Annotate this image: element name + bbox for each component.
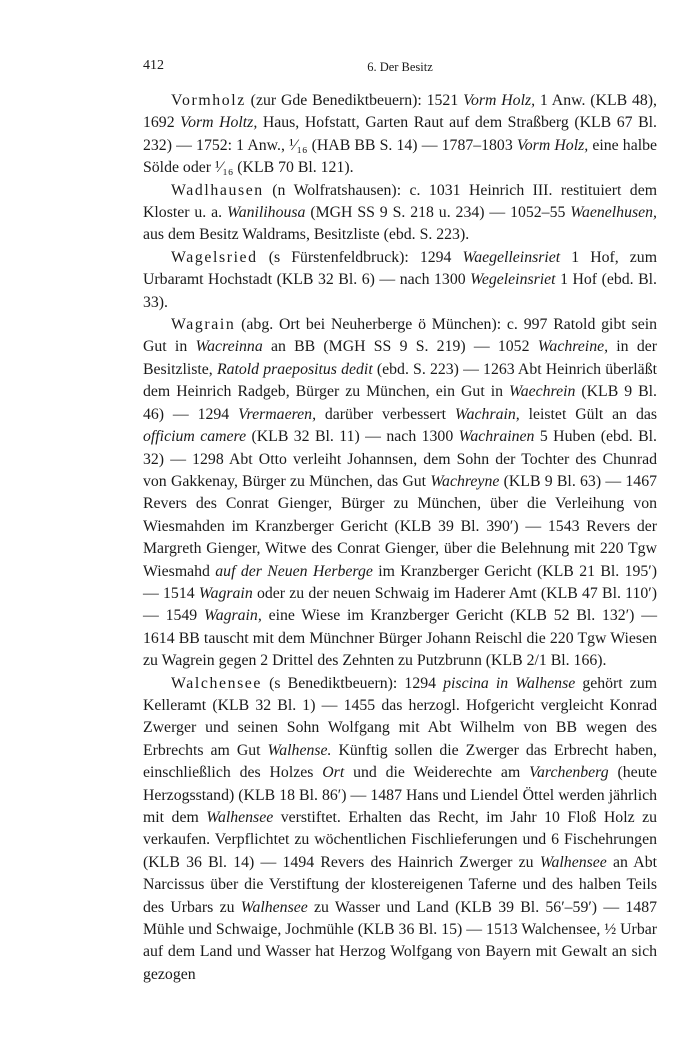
italic-source-name: Vorm Holtz, <box>180 114 258 132</box>
italic-source-name: Varchenberg <box>529 764 609 782</box>
entry-text: 5 Huben (ebd. Bl. 32) — 1298 Abt Otto verleiht Johannsen, dem Sohn der Tochter des Chunrad von Gakkenay, Bürger zu München, das Gut <box>143 428 657 490</box>
entry-text: an BB (MGH SS 9 S. 219) — 1052 <box>262 338 538 356</box>
italic-source-name: Wagrain <box>198 584 253 602</box>
entry-text: gehört zum Kelleramt (KLB 32 Bl. 1) — 1455 das herzogl. Hofgericht vergleicht Konrad Zwerger und seinen Sohn Wolfgang mit Abt Wilhelm von BB wegen des Erbrechts am Gut <box>143 674 657 759</box>
entry-text: 1 Hof, zum Urbaramt Hochstadt (KLB 32 Bl. 6) — nach 1300 <box>143 248 657 289</box>
entry-text: und die Weiderechte am <box>344 764 530 782</box>
entry-text: (KLB 32 Bl. 11) — nach 1300 <box>246 428 459 446</box>
italic-source-name: Vorm Holz, <box>463 92 536 109</box>
entry-text: eine halbe Sölde oder ¹⁄₁₆ (KLB 70 Bl. 121). <box>143 136 658 177</box>
entry-text: zu Wasser und Land (KLB 39 Bl. 56′–59′) — 1487 Mühle und Schwaige, Jochmühle (KLB 36 Bl. 15) — 1513 Walchensee, ½ Urbar auf dem Land und Wasser hat Herzog Wolfgang von Bayern mit Gewalt an sich gezogen <box>143 898 657 983</box>
entry-text: Künftig sollen die Zwerger das Erbrecht haben, einschließlich des Holzes <box>143 741 657 782</box>
place-entry <box>143 247 657 314</box>
italic-source-name: Wachrainen <box>458 428 535 446</box>
entry-lemma: Walchensee <box>171 674 263 692</box>
italic-source-name: Wachreine, <box>537 338 609 356</box>
place-entry <box>143 180 657 247</box>
italic-source-name: Wanilihousa <box>227 204 306 222</box>
entry-text: (KLB 9 Bl. 46) — 1294 <box>143 383 657 423</box>
entry-text: aus dem Besitz Waldrams, Besitzliste (ebd. S. 223). <box>143 226 470 244</box>
entry-lemma: Wadlhausen <box>171 181 264 199</box>
entry-text: 1 Anw. (KLB 48), 1692 <box>143 92 658 132</box>
italic-source-name: Wacreinna <box>195 338 263 356</box>
italic-source-name: Walhensee <box>539 853 607 871</box>
entry-text: (MGH SS 9 S. 218 u. 234) — 1052–55 <box>305 204 571 222</box>
entry-text: in der Besitzliste, <box>143 338 657 378</box>
italic-source-name: Waenelhusen, <box>570 204 657 222</box>
italic-source-name: piscina in Walhense <box>443 674 576 692</box>
entry-text: Haus, Hofstatt, Garten Raut auf dem Straßberg (KLB 67 Bl. 232) — 1752: 1 Anw., ¹⁄₁₆ (HAB BB S. 14) — 1787–1803 <box>143 114 658 154</box>
entry-text: 1 Hof (ebd. Bl. 33). <box>143 271 657 311</box>
italic-source-name: Waechrein <box>509 383 576 401</box>
entry-text: eine Wiese im Kranzberger Gericht (KLB 52 Bl. 132′) — 1614 BB tauscht mit dem Münchner Bürger Johann Reischl die 220 Tgw Wiesen zu Wagrein gegen 2 Drittel des Zehnten zu Putzbrunn (KLB 2/1 Bl. 166). <box>143 607 657 670</box>
running-head <box>143 58 657 84</box>
italic-source-name: Walhensee <box>240 898 308 916</box>
italic-source-name: Wagrain, <box>203 607 262 625</box>
entry-list <box>143 90 657 986</box>
italic-source-name: Wegeleinsriet <box>470 271 556 289</box>
chapter-title: 6. Der Besitz <box>367 60 433 74</box>
entry-lemma: Wagelsried <box>171 248 258 266</box>
place-entry <box>143 314 657 673</box>
entry-text: darüber verbessert <box>316 405 455 423</box>
italic-source-name: Wachrain, <box>454 405 520 423</box>
book-page <box>143 58 657 986</box>
italic-source-name: Ort <box>322 764 345 782</box>
entry-text: im Kranzberger Gericht (KLB 21 Bl. 195′) — 1514 <box>143 562 657 602</box>
entry-text: (s Benediktbeuern): 1294 <box>262 674 444 692</box>
entry-text: (abg. Ort bei Neuherberge ö München): c. 997 Ratold gibt sein Gut in <box>143 316 657 356</box>
italic-source-name: Waegelleinsriet <box>462 248 561 266</box>
entry-text: (heute Herzogsstand) (KLB 18 Bl. 86′) — 1487 Hans und Liendel Öttel werden jährlich mit dem <box>143 764 657 826</box>
entry-lemma: Wagrain <box>171 316 236 334</box>
entry-text: (KLB 9 Bl. 63) — 1467 Revers des Conrat Gienger, Bürger zu München, über die Verleihung von Wiesmahden im Kranzberger Gericht (KLB 39 Bl. 390′) — 1543 Revers der Margreth Gienger, Witwe des Conrat Gienger, über die Belehnung mit 220 Tgw Wiesmahd <box>143 472 657 580</box>
place-entry <box>143 90 657 180</box>
entry-text: (zur Gde Benediktbeuern): 1521 <box>245 92 464 109</box>
page-number: 412 <box>143 58 164 73</box>
italic-source-name: Vorm Holz, <box>516 136 589 154</box>
italic-source-name: Ratold praepositus dedit <box>216 360 373 378</box>
entry-text: oder zu der neuen Schwaig im Haderer Amt (KLB 47 Bl. 110′) — 1549 <box>143 584 657 625</box>
entry-text: verstiftet. Erhalten das Recht, im Jahr 10 Floß Holz zu verkaufen. Verpflichtet zu wöchentlichen Fischlieferungen und 6 Fischehrungen (KLB 36 Bl. 14) — 1494 Revers des Hainrich Zwerger zu <box>143 809 657 871</box>
italic-source-name: auf der Neuen Herberge <box>215 562 373 580</box>
entry-text: leistet Gült an das <box>519 405 658 423</box>
entry-text: (s Fürstenfeldbruck): 1294 <box>257 248 463 266</box>
italic-source-name: officium camere <box>143 428 247 446</box>
italic-source-name: Walhensee <box>206 809 274 826</box>
entry-lemma: Vormholz <box>171 92 246 109</box>
entry-text: an Abt Narcissus über die Verstiftung der klostereigenen Taferne und des halben Teils des Urbars zu <box>143 853 657 916</box>
italic-source-name: Walhense. <box>267 741 332 759</box>
entry-text: (ebd. S. 223) — 1263 Abt Heinrich überläßt dem Heinrich Radgeb, Bürger zu München, ein Gut in <box>143 360 657 401</box>
italic-source-name: Vrermaeren, <box>238 405 317 423</box>
italic-source-name: Wachreyne <box>430 472 500 490</box>
place-entry <box>143 673 657 987</box>
entry-text: (n Wolfratshausen): c. 1031 Heinrich III. restituiert dem Kloster u. a. <box>143 181 657 222</box>
